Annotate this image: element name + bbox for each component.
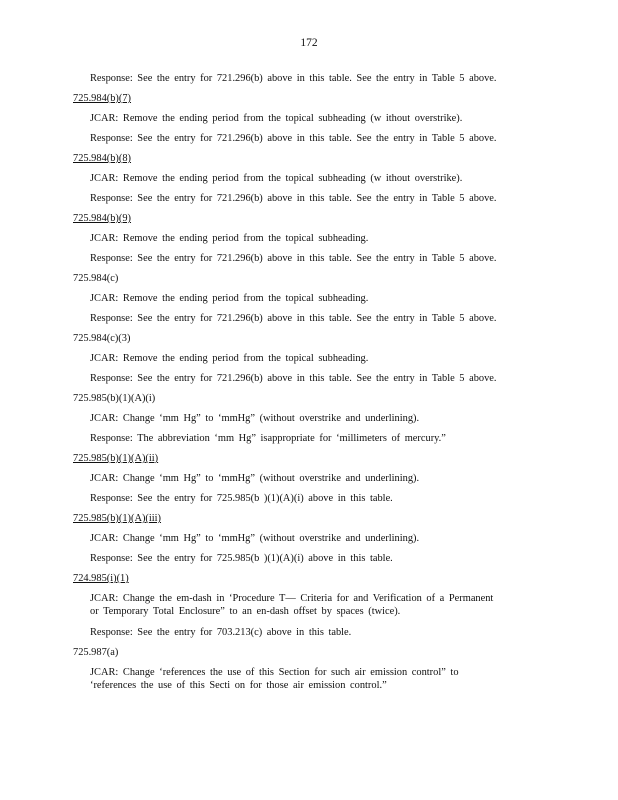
page-number: 172 xyxy=(300,37,318,49)
jcar-comment xyxy=(73,663,533,697)
section-heading xyxy=(73,643,533,663)
section-heading xyxy=(73,149,533,169)
agency-response xyxy=(73,189,533,209)
section-heading xyxy=(73,389,533,409)
agency-response xyxy=(73,429,533,449)
jcar-comment xyxy=(73,589,533,623)
agency-response xyxy=(73,129,533,149)
agency-response-text: Response: See the entry for 703.213(c) above in this table. xyxy=(90,627,352,638)
section-citation: 725.985(b)(1)(A)(i) xyxy=(73,393,156,404)
jcar-comment-text: JCAR: Change ‘mm Hg” to ‘mmHg” (without overstrike and underlining). xyxy=(90,473,420,484)
section-heading xyxy=(73,89,533,109)
agency-response xyxy=(73,69,533,89)
agency-response xyxy=(73,623,533,643)
jcar-comment-text: JCAR: Remove the ending period from the topical subheading. xyxy=(90,293,369,304)
section-citation: 725.984(b)(8) xyxy=(73,153,132,164)
agency-response-text: Response: The abbreviation ‘mm Hg” isappropriate for ‘millimeters of mercury.” xyxy=(90,433,446,444)
section-heading xyxy=(73,269,533,289)
agency-response-text: Response: See the entry for 721.296(b) above in this table. See the entry in Table 5 above. xyxy=(90,193,497,204)
section-citation: 725.984(c) xyxy=(73,273,119,284)
jcar-comment-text: JCAR: Remove the ending period from the topical subheading. xyxy=(90,233,369,244)
section-citation: 725.984(b)(7) xyxy=(73,93,132,104)
section-citation: 724.985(i)(1) xyxy=(73,573,129,584)
jcar-comment xyxy=(73,229,533,249)
section-citation: 725.985(b)(1)(A)(iii) xyxy=(73,513,162,524)
jcar-comment xyxy=(73,349,533,369)
jcar-comment xyxy=(73,109,533,129)
section-citation: 725.984(b)(9) xyxy=(73,213,132,224)
jcar-comment-line: JCAR: Change ‘references the use of this Section for such air emission control” to xyxy=(90,667,459,678)
jcar-comment-text: JCAR: Remove the ending period from the topical subheading (w ithout overstrike). xyxy=(90,173,463,184)
agency-response-text: Response: See the entry for 725.985(b )(1)(A)(i) above in this table. xyxy=(90,553,393,564)
section-heading xyxy=(73,569,533,589)
agency-response-text: Response: See the entry for 721.296(b) above in this table. See the entry in Table 5 above. xyxy=(90,313,497,324)
jcar-comment xyxy=(73,169,533,189)
section-citation: 725.985(b)(1)(A)(ii) xyxy=(73,453,159,464)
jcar-comment xyxy=(73,529,533,549)
jcar-comment xyxy=(73,409,533,429)
section-citation: 725.984(c)(3) xyxy=(73,333,131,344)
jcar-comment xyxy=(73,469,533,489)
agency-response xyxy=(73,369,533,389)
jcar-comment-text: JCAR: Remove the ending period from the topical subheading. xyxy=(90,353,369,364)
agency-response-text: Response: See the entry for 721.296(b) above in this table. See the entry in Table 5 above. xyxy=(90,73,497,84)
section-heading xyxy=(73,329,533,349)
document-body xyxy=(73,69,533,697)
jcar-comment-line: or Temporary Total Enclosure” to an en-dash offset by spaces (twice). xyxy=(90,606,401,617)
agency-response xyxy=(73,489,533,509)
section-heading xyxy=(73,509,533,529)
agency-response-text: Response: See the entry for 721.296(b) above in this table. See the entry in Table 5 above. xyxy=(90,253,497,264)
agency-response-text: Response: See the entry for 721.296(b) above in this table. See the entry in Table 5 above. xyxy=(90,373,497,384)
jcar-comment-line: ‘references the use of this Secti on for those air emission control.” xyxy=(90,680,387,691)
section-heading xyxy=(73,209,533,229)
jcar-comment-line: JCAR: Change the em-dash in ‘Procedure T— Criteria for and Verification of a Permanent xyxy=(90,593,494,604)
agency-response-text: Response: See the entry for 721.296(b) above in this table. See the entry in Table 5 above. xyxy=(90,133,497,144)
jcar-comment xyxy=(73,289,533,309)
agency-response-text: Response: See the entry for 725.985(b )(1)(A)(i) above in this table. xyxy=(90,493,393,504)
agency-response xyxy=(73,549,533,569)
agency-response xyxy=(73,309,533,329)
jcar-comment-text: JCAR: Change ‘mm Hg” to ‘mmHg” (without overstrike and underlining). xyxy=(90,413,420,424)
agency-response xyxy=(73,249,533,269)
section-citation: 725.987(a) xyxy=(73,647,119,658)
jcar-comment-text: JCAR: Change ‘mm Hg” to ‘mmHg” (without overstrike and underlining). xyxy=(90,533,420,544)
jcar-comment-text: JCAR: Remove the ending period from the topical subheading (w ithout overstrike). xyxy=(90,113,463,124)
section-heading xyxy=(73,449,533,469)
